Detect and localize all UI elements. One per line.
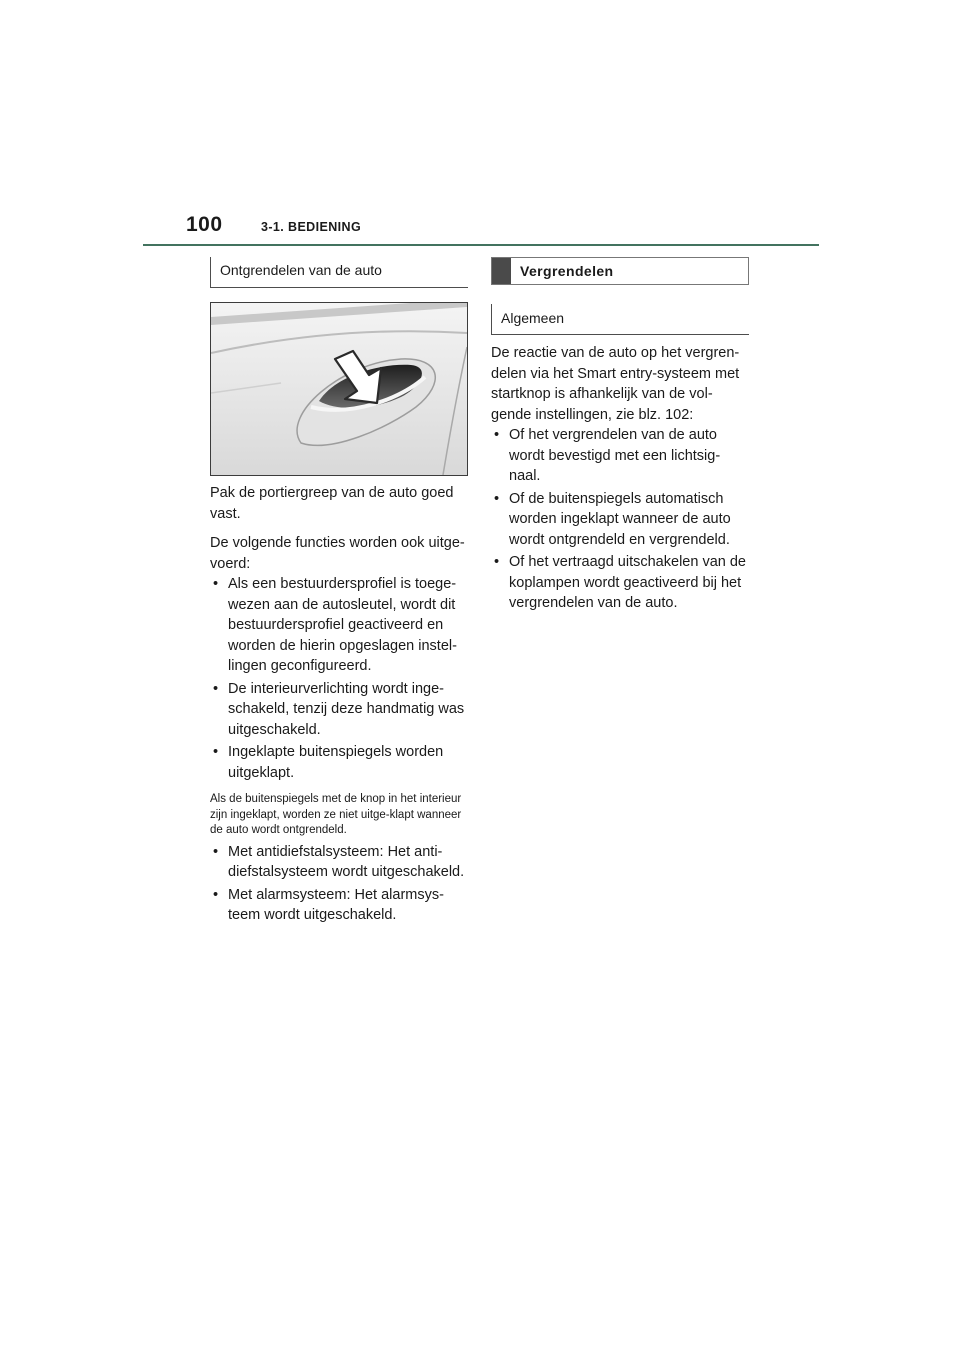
list-item: • Of de buitenspiegels automatisch worden ingeklapt wanneer de auto wordt ontgrendeld en vergrendeld.	[491, 489, 749, 551]
security-list	[210, 842, 468, 926]
lock-settings-list	[491, 425, 749, 614]
list-item: • De interieurverlichting wordt inge-schakeld, tenzij deze handmatig was uitgeschakeld.	[210, 679, 468, 741]
subheading-general: Algemeen	[491, 304, 749, 335]
list-item: • Als een bestuurdersprofiel is toege-wezen aan de autosleutel, wordt dit bestuurdersprofiel geactiveerd en worden de hierin opgeslagen instel-lingen geconfigureerd.	[210, 574, 468, 677]
section-title: 3-1. BEDIENING	[261, 220, 362, 234]
functions-list	[210, 574, 468, 783]
lock-paragraph: De reactie van de auto op het vergren-delen via het Smart entry-systeem met startknop is afhankelijk van de vol-gende instellingen, zie blz. 102:	[491, 345, 740, 423]
list-item: • Ingeklapte buitenspiegels worden uitgeklapt.	[210, 742, 468, 783]
left-column	[210, 257, 468, 928]
intro-text: Pak de portiergreep van de auto goed vast.	[210, 485, 454, 522]
right-column	[491, 257, 749, 616]
list-item: • Met alarmsysteem: Het alarmsys-teem wordt uitgeschakeld.	[210, 885, 468, 926]
list-item: • Of het vertraagd uitschakelen van de koplampen wordt geactiveerd bij het vergrendelen van de auto.	[491, 552, 749, 614]
subheading-unlock: Ontgrendelen van de auto	[210, 257, 468, 288]
header-rule	[143, 244, 819, 246]
list-item: • Met antidiefstalsysteem: Het anti-diefstalsysteem wordt uitgeschakeld.	[210, 842, 468, 883]
mirror-note: Als de buitenspiegels met de knop in het interieur zijn ingeklapt, worden ze niet uitge-klapt wanneer de auto wordt ontgrendeld.	[210, 793, 462, 836]
door-handle-illustration	[211, 303, 467, 475]
functions-intro: De volgende functies worden ook uitge-voerd:	[210, 535, 465, 572]
heading-marker	[492, 258, 511, 284]
page-number: 100	[186, 213, 223, 236]
heading-lock	[491, 257, 749, 285]
door-handle-figure	[210, 302, 468, 476]
heading-lock-text: Vergrendelen	[520, 263, 614, 279]
list-item: • Of het vergrendelen van de auto wordt bevestigd met een lichtsig-naal.	[491, 425, 749, 487]
